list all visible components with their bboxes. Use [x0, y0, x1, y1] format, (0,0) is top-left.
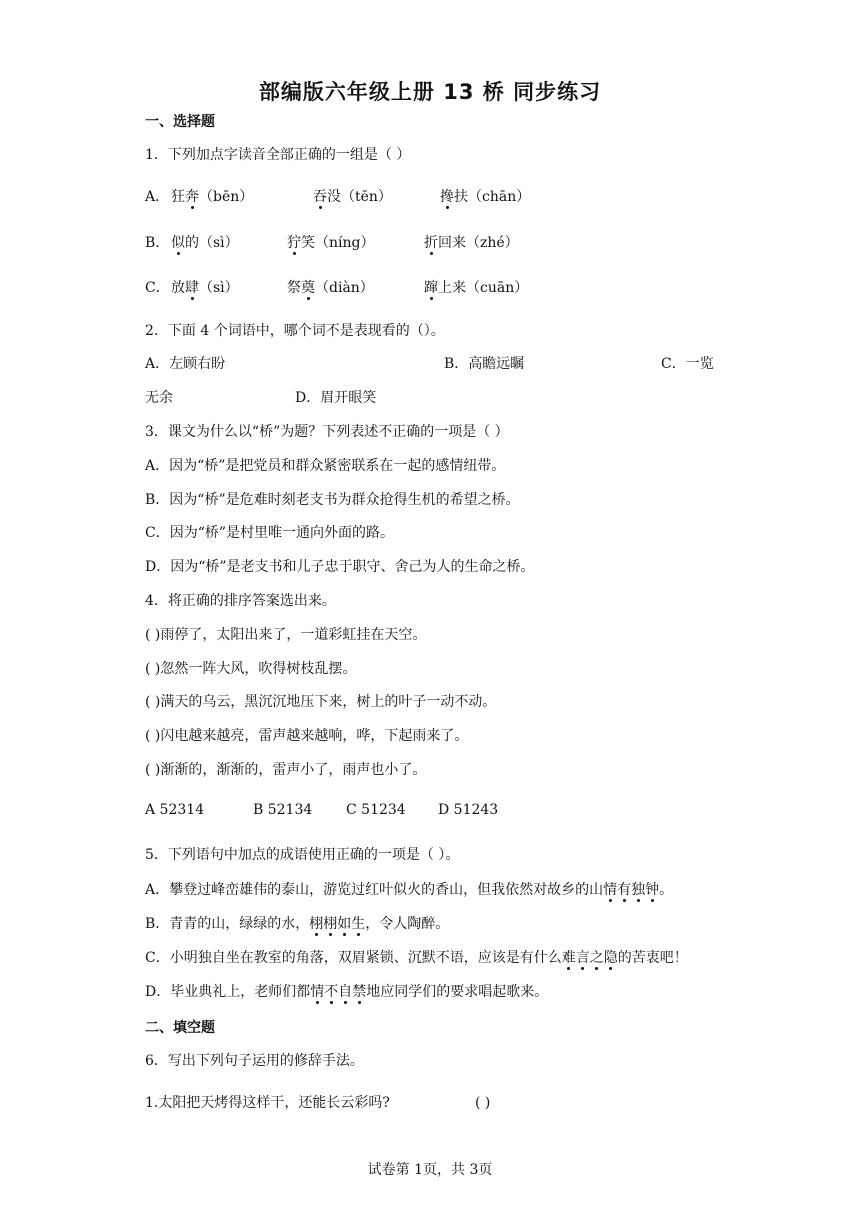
emphasis-dot-char: 肆 — [185, 280, 199, 296]
q4-option-b: B 52134 — [253, 802, 313, 818]
question-3-stem: 3．课文为什么以“桥”为题？下列表述不正确的一项是（ ） — [145, 424, 509, 440]
q2-option-a: A．左顾右盼 — [145, 356, 226, 372]
q4-option-d: D 51243 — [438, 802, 499, 818]
q6-sentence-1: 1.太阳把天烤得这样干，还能长云彩吗? — [145, 1095, 390, 1111]
q4-sentence-4: ( )闪电越来越亮，雷声越来越响，哗，下起雨来了。 — [145, 728, 469, 744]
q4-sentence-3: ( )满天的乌云，黑沉沉地压下来，树上的叶子一动不动。 — [145, 694, 497, 710]
emphasis-dot-char: 不 — [324, 984, 339, 1000]
q1-option-b-label: B． — [145, 235, 170, 251]
q1-option-a-item-1: 狂奔（bēn） — [171, 189, 254, 205]
q1-option-b-item-3: 折回来（zhé） — [424, 235, 519, 251]
page-title: 部编版六年级上册 13 桥 同步练习 — [258, 80, 602, 104]
section-heading-fill: 二、填空题 — [145, 1020, 215, 1036]
question-2-stem: 2．下面 4 个词语中，哪个词不是表现看的（）。 — [145, 323, 445, 339]
emphasis-dot-char: 奔 — [185, 189, 199, 205]
q5-option-c: C．小明独自坐在教室的角落，双眉紧锁、沉默不语，应该是有什么难言之隐的苦衷吧！ — [145, 950, 688, 966]
emphasis-dot-char: 如 — [337, 916, 352, 932]
emphasis-dot-char: 独 — [631, 882, 646, 898]
q4-option-c: C 51234 — [346, 802, 406, 818]
question-1-stem: 1．下列加点字读音全部正确的一组是（ ） — [145, 147, 411, 163]
q2-option-b: B．高瞻远瞩 — [444, 356, 525, 372]
emphasis-dot-char: 栩 — [309, 916, 324, 932]
q1-option-a-label: A． — [145, 189, 170, 205]
emphasis-dot-char: 奠 — [301, 280, 315, 296]
emphasis-dot-char: 栩 — [323, 916, 338, 932]
page-footer: 试卷第 1页，共 3页 — [367, 1162, 493, 1178]
emphasis-dot-char: 之 — [589, 950, 604, 966]
emphasis-dot-char: 自 — [338, 984, 353, 1000]
emphasis-dot-char: 言 — [575, 950, 590, 966]
q3-option-c: C．因为“桥”是村里唯一通向外面的路。 — [145, 525, 395, 541]
q4-option-a: A 52314 — [145, 802, 205, 818]
emphasis-dot-char: 吞 — [313, 189, 327, 205]
q1-option-a-item-3: 搀扶（chān） — [440, 189, 531, 205]
q1-option-c-item-3: 蹿上来（cuān） — [424, 280, 529, 296]
emphasis-dot-char: 情 — [603, 882, 618, 898]
emphasis-dot-char: 情 — [310, 984, 325, 1000]
q5-option-d: D．毕业典礼上，老师们都情不自禁地应同学们的要求唱起歌来。 — [145, 984, 549, 1000]
q5-option-b: B．青青的山，绿绿的水，栩栩如生，令人陶醉。 — [145, 916, 450, 932]
question-6-stem: 6．写出下列句子运用的修辞手法。 — [145, 1053, 364, 1069]
q4-sentence-5: ( )渐渐的，渐渐的，雷声小了，雨声也小了。 — [145, 762, 427, 778]
q4-sentence-1: ( )雨停了，太阳出来了，一道彩虹挂在天空。 — [145, 627, 427, 643]
q5-option-a: A．攀登过峰峦雄伟的泰山，游览过红叶似火的香山，但我依然对故乡的山情有独钟。 — [145, 882, 674, 898]
emphasis-dot-char: 禁 — [352, 984, 367, 1000]
emphasis-dot-char: 折 — [424, 235, 438, 251]
q1-option-a-item-2: 吞没（tēn） — [313, 189, 392, 205]
emphasis-dot-char: 狞 — [287, 235, 301, 251]
question-4-stem: 4．将正确的排序答案选出来。 — [145, 593, 336, 609]
q2-option-d: D．眉开眼笑 — [295, 390, 377, 406]
q6-answer-blank[interactable]: ( ) — [475, 1095, 491, 1111]
q2-option-c: C．一览 — [661, 356, 714, 372]
section-heading-choice: 一、选择题 — [145, 114, 215, 130]
emphasis-dot-char: 搀 — [440, 189, 454, 205]
emphasis-dot-char: 似 — [171, 235, 185, 251]
emphasis-dot-char: 钟 — [645, 882, 660, 898]
q1-option-c-item-2: 祭奠（diàn） — [287, 280, 374, 296]
q3-option-b: B．因为“桥”是危难时刻老支书为群众抢得生机的希望之桥。 — [145, 492, 520, 508]
emphasis-dot-char: 生 — [351, 916, 366, 932]
q1-option-b-item-1: 似的（sì） — [171, 235, 239, 251]
q4-sentence-2: ( )忽然一阵大风，吹得树枝乱摆。 — [145, 661, 357, 677]
q3-option-a: A．因为“桥”是把党员和群众紧密联系在一起的感情纽带。 — [145, 458, 506, 474]
q2-option-c-continued: 无余 — [145, 390, 173, 406]
question-5-stem: 5．下列语句中加点的成语使用正确的一项是（ ）。 — [145, 847, 460, 863]
emphasis-dot-char: 有 — [617, 882, 632, 898]
emphasis-dot-char: 难 — [561, 950, 576, 966]
q1-option-c-label: C． — [145, 280, 170, 296]
q1-option-b-item-2: 狞笑（níng） — [287, 235, 375, 251]
emphasis-dot-char: 蹿 — [424, 280, 438, 296]
q3-option-d: D．因为“桥”是老支书和儿子忠于职守、舍己为人的生命之桥。 — [145, 559, 535, 575]
emphasis-dot-char: 隐 — [603, 950, 618, 966]
q1-option-c-item-1: 放肆（sì） — [171, 280, 239, 296]
